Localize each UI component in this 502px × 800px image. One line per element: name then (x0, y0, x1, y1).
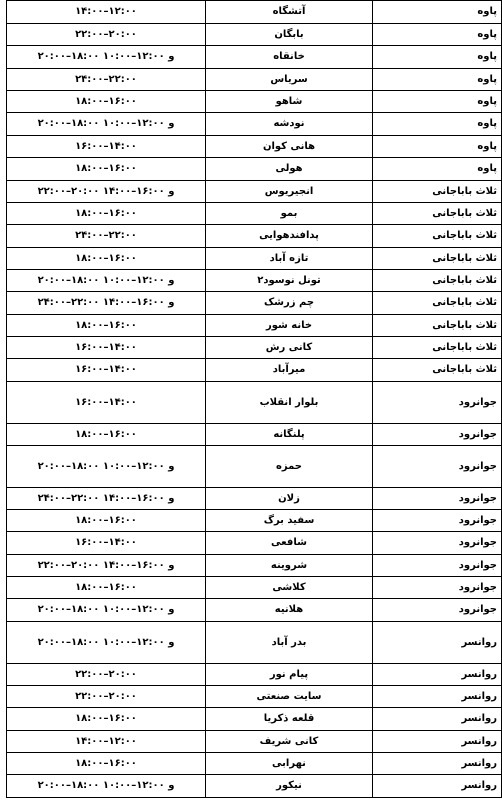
city-cell: ثلاث باباجانی (373, 337, 502, 359)
table-row (7, 382, 502, 424)
time-cell: ۲۰:۰۰–۱۸:۰۰ و ۱۲:۰۰–۱۰:۰۰ (7, 775, 206, 798)
city-cell: پاوه (373, 24, 502, 46)
table-row (7, 248, 502, 270)
table-row (7, 69, 502, 91)
table-row (7, 446, 502, 488)
time-cell: ۲۴:۰۰–۲۲:۰۰ (7, 69, 206, 91)
time-cell: ۱۸:۰۰–۱۶:۰۰ (7, 577, 206, 599)
area-cell: تونل نوسود۲ (206, 270, 373, 292)
area-cell: پیام نور (206, 664, 373, 686)
city-cell: جوانرود (373, 532, 502, 555)
city-cell: جوانرود (373, 599, 502, 622)
time-cell: ۲۴:۰۰–۲۲:۰۰ و ۱۶:۰۰–۱۴:۰۰ (7, 488, 206, 510)
area-cell: نیکور (206, 775, 373, 798)
city-cell: ثلاث باباجانی (373, 270, 502, 292)
table-row (7, 686, 502, 708)
time-cell: ۲۰:۰۰–۱۸:۰۰ و ۱۲:۰۰–۱۰:۰۰ (7, 599, 206, 622)
table-row (7, 24, 502, 46)
city-cell: پاوه (373, 1, 502, 24)
area-cell: نودشه (206, 113, 373, 136)
time-cell: ۲۲:۰۰–۲۰:۰۰ و ۱۶:۰۰–۱۴:۰۰ (7, 555, 206, 577)
table-row (7, 292, 502, 315)
area-cell: بلوار انقلاب (206, 382, 373, 424)
time-cell: ۱۴:۰۰–۱۲:۰۰ (7, 1, 206, 24)
area-cell: بدر آباد (206, 622, 373, 664)
time-cell: ۲۲:۰۰–۲۰:۰۰ (7, 664, 206, 686)
table-row (7, 337, 502, 359)
time-cell: ۲۰:۰۰–۱۸:۰۰ و ۱۲:۰۰–۱۰:۰۰ (7, 113, 206, 136)
area-cell: سفید برگ (206, 510, 373, 532)
area-cell: آتشگاه (206, 1, 373, 24)
city-cell: روانسر (373, 775, 502, 798)
time-cell: ۲۲:۰۰–۲۰:۰۰ و ۱۶:۰۰–۱۴:۰۰ (7, 181, 206, 203)
table-row (7, 225, 502, 248)
area-cell: شافعی (206, 532, 373, 555)
table-row (7, 424, 502, 446)
table-row (7, 510, 502, 532)
time-cell: ۱۸:۰۰–۱۶:۰۰ (7, 708, 206, 731)
city-cell: پاوه (373, 136, 502, 158)
schedule-table (6, 0, 502, 798)
city-cell: جوانرود (373, 488, 502, 510)
area-cell: پدافندهوایی (206, 225, 373, 248)
time-cell: ۲۰:۰۰–۱۸:۰۰ و ۱۲:۰۰–۱۰:۰۰ (7, 46, 206, 69)
area-cell: میرآباد (206, 359, 373, 382)
table-row (7, 577, 502, 599)
table-row (7, 158, 502, 181)
city-cell: پاوه (373, 113, 502, 136)
area-cell: بمو (206, 203, 373, 225)
area-cell: بابگان (206, 24, 373, 46)
time-cell: ۱۶:۰۰–۱۴:۰۰ (7, 136, 206, 158)
area-cell: هولی (206, 158, 373, 181)
table-row (7, 315, 502, 337)
area-cell: انجیریوس (206, 181, 373, 203)
time-cell: ۱۶:۰۰–۱۴:۰۰ (7, 532, 206, 555)
time-cell: ۲۲:۰۰–۲۰:۰۰ (7, 686, 206, 708)
city-cell: روانسر (373, 708, 502, 731)
table-row (7, 181, 502, 203)
city-cell: پاوه (373, 69, 502, 91)
time-cell: ۲۰:۰۰–۱۸:۰۰ و ۱۲:۰۰–۱۰:۰۰ (7, 446, 206, 488)
city-cell: جوانرود (373, 555, 502, 577)
table-row (7, 753, 502, 775)
table-row (7, 555, 502, 577)
city-cell: ثلاث باباجانی (373, 359, 502, 382)
time-cell: ۱۶:۰۰–۱۴:۰۰ (7, 382, 206, 424)
area-cell: سایت صنعتی (206, 686, 373, 708)
table-row (7, 664, 502, 686)
time-cell: ۱۴:۰۰–۱۲:۰۰ (7, 731, 206, 753)
table-row (7, 708, 502, 731)
city-cell: پاوه (373, 158, 502, 181)
time-cell: ۲۰:۰۰–۱۸:۰۰ و ۱۲:۰۰–۱۰:۰۰ (7, 270, 206, 292)
time-cell: ۲۰:۰۰–۱۸:۰۰ و ۱۲:۰۰–۱۰:۰۰ (7, 622, 206, 664)
time-cell: ۱۸:۰۰–۱۶:۰۰ (7, 510, 206, 532)
time-cell: ۱۸:۰۰–۱۶:۰۰ (7, 91, 206, 113)
city-cell: جوانرود (373, 424, 502, 446)
city-cell: ثلاث باباجانی (373, 181, 502, 203)
time-cell: ۱۸:۰۰–۱۶:۰۰ (7, 158, 206, 181)
city-cell: ثلاث باباجانی (373, 315, 502, 337)
time-cell: ۱۸:۰۰–۱۶:۰۰ (7, 424, 206, 446)
time-cell: ۱۶:۰۰–۱۴:۰۰ (7, 337, 206, 359)
table-row (7, 359, 502, 382)
area-cell: هلانیه (206, 599, 373, 622)
area-cell: کانی شریف (206, 731, 373, 753)
area-cell: چم زرشک (206, 292, 373, 315)
area-cell: زلان (206, 488, 373, 510)
time-cell: ۲۴:۰۰–۲۲:۰۰ و ۱۶:۰۰–۱۴:۰۰ (7, 292, 206, 315)
table-row (7, 113, 502, 136)
city-cell: پاوه (373, 46, 502, 69)
city-cell: ثلاث باباجانی (373, 248, 502, 270)
table-row (7, 136, 502, 158)
table-row (7, 622, 502, 664)
schedule-rows (7, 1, 502, 798)
time-cell: ۱۶:۰۰–۱۴:۰۰ (7, 359, 206, 382)
table-row (7, 1, 502, 24)
area-cell: هانی کوان (206, 136, 373, 158)
table-row (7, 599, 502, 622)
area-cell: خانقاه (206, 46, 373, 69)
area-cell: پلنگانه (206, 424, 373, 446)
city-cell: روانسر (373, 664, 502, 686)
table-row (7, 532, 502, 555)
city-cell: ثلاث باباجانی (373, 292, 502, 315)
area-cell: شروینه (206, 555, 373, 577)
city-cell: روانسر (373, 731, 502, 753)
time-cell: ۱۸:۰۰–۱۶:۰۰ (7, 315, 206, 337)
area-cell: تازه آباد (206, 248, 373, 270)
city-cell: ثلاث باباجانی (373, 225, 502, 248)
table-row (7, 270, 502, 292)
city-cell: ثلاث باباجانی (373, 203, 502, 225)
area-cell: کانی رش (206, 337, 373, 359)
city-cell: روانسر (373, 753, 502, 775)
table-row (7, 775, 502, 798)
city-cell: روانسر (373, 686, 502, 708)
area-cell: قلعه ذکریا (206, 708, 373, 731)
area-cell: نهرابی (206, 753, 373, 775)
area-cell: کلاشی (206, 577, 373, 599)
time-cell: ۲۴:۰۰–۲۲:۰۰ (7, 225, 206, 248)
time-cell: ۱۸:۰۰–۱۶:۰۰ (7, 753, 206, 775)
city-cell: جوانرود (373, 446, 502, 488)
city-cell: جوانرود (373, 510, 502, 532)
table-row (7, 488, 502, 510)
table-row (7, 203, 502, 225)
city-cell: جوانرود (373, 382, 502, 424)
city-cell: پاوه (373, 91, 502, 113)
time-cell: ۲۲:۰۰–۲۰:۰۰ (7, 24, 206, 46)
time-cell: ۱۸:۰۰–۱۶:۰۰ (7, 203, 206, 225)
area-cell: خانه شور (206, 315, 373, 337)
table-row (7, 91, 502, 113)
table-row (7, 46, 502, 69)
area-cell: شاهو (206, 91, 373, 113)
table-row (7, 731, 502, 753)
city-cell: روانسر (373, 622, 502, 664)
time-cell: ۱۸:۰۰–۱۶:۰۰ (7, 248, 206, 270)
area-cell: سریاس (206, 69, 373, 91)
city-cell: جوانرود (373, 577, 502, 599)
area-cell: حمزه (206, 446, 373, 488)
